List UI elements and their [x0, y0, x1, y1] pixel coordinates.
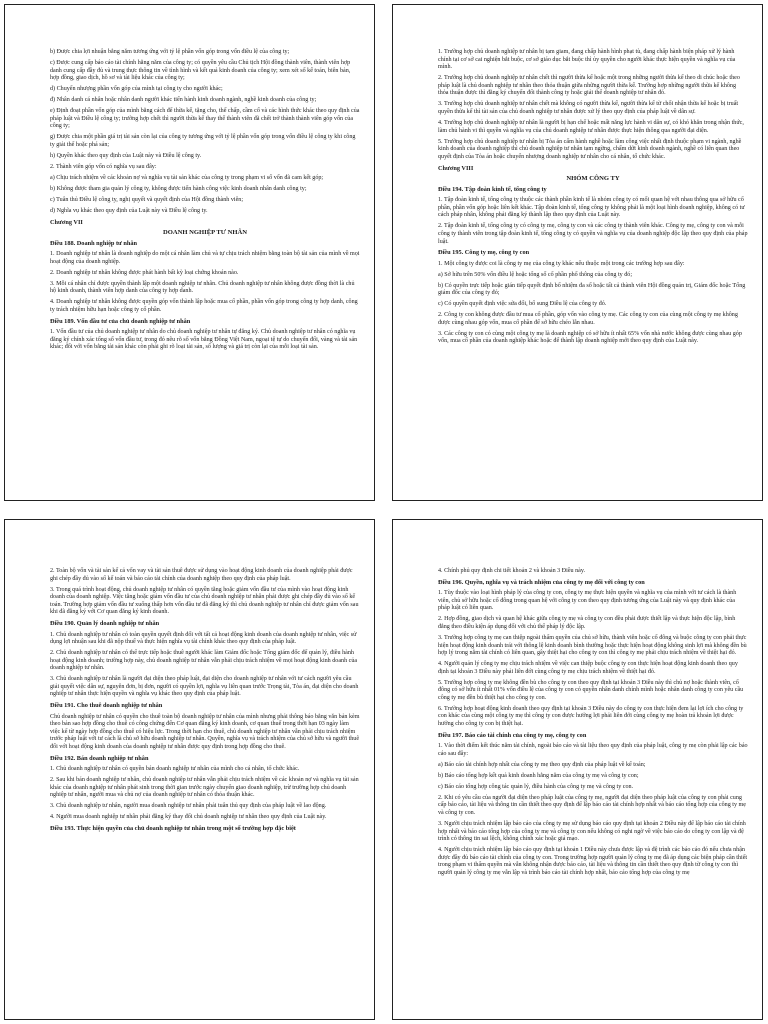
paragraph: 3. Trong quá trình hoạt động, chủ doanh nghiệp tư nhân có quyền tăng hoặc giảm vốn đầu tư của mình vào hoạt động kinh doanh của doanh nghiệp. Việc tăng hoặc giảm vốn đầu tư của chủ doanh nghiệp tư nhân phải được ghi chép đầy đủ vào sổ kế toán. Trường hợp giảm vốn đầu tư xuống thấp hơn vốn đầu tư đã đăng ký thì chủ doanh nghiệp tư nhân chỉ được giảm vốn sau khi đã đăng ký với Cơ quan đăng ký kinh doanh. — [50, 586, 359, 616]
paragraph: 3. Trường hợp công ty mẹ can thiệp ngoài thẩm quyền của chủ sở hữu, thành viên hoặc cổ đông và buộc công ty con phải thực hiện hoạt động kinh doanh trái với thông lệ kinh doanh bình thường hoặc thực hiện hoạt động không sinh lợi mà không đền bù hợp lý trong năm tài chính có liên quan, gây thiệt hại cho công ty con thì công ty mẹ phải chịu trách nhiệm về thiệt hại đó. — [438, 634, 747, 657]
paragraph: 3. Trường hợp chủ doanh nghiệp tư nhân chết mà không có người thừa kế, người thừa kế từ chối nhận thừa kế hoặc bị truất quyền thừa kế thì tài sản của chủ doanh nghiệp tư nhân được xử lý theo quy định của pháp luật về dân sự. — [438, 101, 739, 115]
article-heading: Điều 189. Vốn đầu tư của chủ doanh nghiệp tư nhân — [50, 317, 191, 325]
paragraph: c) Được cung cấp báo cáo tài chính hằng năm của công ty; có quyền yêu cầu Chủ tịch Hội đồng thành viên, thành viên hợp danh cung cấp đầy đủ và trung thực thông tin về tình hình và kết quả kinh doanh của công ty; xem xét sổ kế toán, biên bản, hợp đồng, giao dịch, hồ sơ và tài liệu khác của công ty; — [50, 59, 351, 82]
paragraph: 4. Doanh nghiệp tư nhân không được quyền góp vốn thành lập hoặc mua cổ phần, phần vốn góp trong công ty hợp danh, công ty trách nhiệm hữu hạn hoặc công ty cổ phần. — [50, 299, 358, 313]
article-heading: Điều 195. Công ty mẹ, công ty con — [438, 249, 530, 257]
paragraph: e) Định đoạt phần vốn góp của mình bằng cách để thừa kế, tặng cho, thế chấp, cầm cố và các hình thức khác theo quy định của pháp luật và Điều lệ công ty; trường hợp chết thì người thừa kế thay thế thành viên đã chết trở thành thành viên góp vốn của công ty; — [50, 108, 360, 130]
paragraph: b) Được chia lợi nhuận bằng năm tương ứng với tỷ lệ phần vốn góp trong vốn điều lệ của công ty; — [50, 49, 290, 55]
paragraph: 2. Sau khi bán doanh nghiệp tư nhân, chủ doanh nghiệp tư nhân vẫn phải chịu trách nhiệm về các khoản nợ và nghĩa vụ tài sản khác của doanh nghiệp tư nhân phát sinh trong thời gian trước ngày chuyển giao doanh nghiệp, trừ trường hợp chủ doanh nghiệp tư nhân, người mua và chủ nợ của doanh nghiệp tư nhân có thỏa thuận khác. — [50, 777, 359, 799]
paragraph: 1. Doanh nghiệp tư nhân là doanh nghiệp do một cá nhân làm chủ và tự chịu trách nhiệm bằng toàn bộ tài sản của mình về mọi hoạt động của doanh nghiệp. — [50, 251, 360, 265]
paragraph: c) Có quyền quyết định việc sửa đổi, bổ sung Điều lệ của công ty đó. — [438, 301, 607, 308]
paragraph: a) Báo cáo tài chính hợp nhất của công ty mẹ theo quy định của pháp luật về kế toán; — [438, 761, 646, 768]
paragraph: 3. Chủ doanh nghiệp tư nhân, người mua doanh nghiệp tư nhân phải tuân thủ quy định của pháp luật về lao động. — [50, 803, 327, 810]
paragraph: 1. Chủ doanh nghiệp tư nhân có quyền bán doanh nghiệp tư nhân của mình cho cá nhân, tổ chức khác. — [50, 766, 300, 773]
article-heading: Điều 192. Bán doanh nghiệp tư nhân — [50, 755, 149, 762]
paragraph: a) Chịu trách nhiệm về các khoản nợ và nghĩa vụ tài sản khác của công ty trong phạm vi số vốn đã cam kết góp; — [50, 174, 324, 181]
document-page-3 — [4, 519, 375, 1020]
paragraph: d) Chuyển nhượng phần vốn góp của mình tại công ty cho người khác; — [50, 86, 223, 93]
paragraph: 2. Tập đoàn kinh tế, tổng công ty có công ty mẹ, công ty con và các công ty thành viên khác. Công ty mẹ, công ty con và mỗi công ty thành viên trong tập đoàn kinh tế, tổng công ty có quyền và nghĩa vụ của doanh nghiệp độc lập theo quy định của pháp luật. — [438, 223, 748, 245]
paragraph: 3. Chủ doanh nghiệp tư nhân là người đại diện theo pháp luật, đại diện cho doanh nghiệp tư nhân với tư cách người yêu cầu giải quyết việc dân sự, nguyên đơn, bị đơn, người có quyền lợi, nghĩa vụ liên quan trước Trọng tài, Tòa án, đại diện cho doanh nghiệp tư nhân thực hiện quyền và nghĩa vụ khác theo quy định của pháp luật. — [50, 676, 359, 698]
paragraph: 4. Người mua doanh nghiệp tư nhân phải đăng ký thay đổi chủ doanh nghiệp tư nhân theo quy định của Luật này. — [50, 814, 327, 821]
article-heading: Điều 190. Quản lý doanh nghiệp tư nhân — [50, 620, 160, 628]
paragraph: d) Nghĩa vụ khác theo quy định của Luật này và Điều lệ công ty. — [50, 207, 208, 214]
chapter-label: Chương VII — [50, 218, 83, 226]
paragraph: 2. Trường hợp chủ doanh nghiệp tư nhân chết thì người thừa kế hoặc một trong những người thừa kế theo di chúc hoặc theo pháp luật là chủ doanh nghiệp tư nhân theo thỏa thuận giữa những người thừa kế. Trường hợp những người thừa kế không thỏa thuận được thì đăng ký chuyển đổi thành công ty hoặc giải thể doanh nghiệp tư nhân đó. — [438, 75, 740, 97]
chapter-title: DOANH NGHIỆP TƯ NHÂN — [162, 228, 248, 236]
paragraph: 5. Trường hợp chủ doanh nghiệp tư nhân bị Tòa án cấm hành nghề hoặc làm công việc nhất định thuộc phạm vi ngành, nghề kinh doanh của doanh nghiệp thì chủ doanh nghiệp tư nhân tạm ngừng, chấm dứt kinh doanh ngành, nghề có liên quan theo quyết định của Tòa án hoặc chuyển nhượng doanh nghiệp tư nhân cho cá nhân, tổ chức khác. — [438, 138, 742, 160]
paragraph: a) Sở hữu trên 50% vốn điều lệ hoặc tổng số cổ phần phổ thông của công ty đó; — [438, 271, 633, 278]
paragraph: c) Tuân thủ Điều lệ công ty, nghị quyết và quyết định của Hội đồng thành viên; — [50, 196, 244, 203]
document-page-2 — [392, 4, 763, 501]
paragraph: 2. Doanh nghiệp tư nhân không được phát hành bất kỳ loại chứng khoán nào. — [50, 269, 239, 276]
paragraph: 5. Trường hợp công ty mẹ không đền bù cho công ty con theo quy định tại khoản 3 Điều này thì chủ nợ hoặc thành viên, cổ đông có sở hữu ít nhất 01% vốn điều lệ của công ty con có quyền nhân danh chính mình hoặc nhân danh công ty con yêu cầu công ty mẹ đền bù thiệt hại cho công ty con. — [438, 679, 744, 701]
article-heading: Điều 191. Cho thuê doanh nghiệp tư nhân — [50, 702, 163, 710]
paragraph: 6. Trường hợp hoạt động kinh doanh theo quy định tại khoản 3 Điều này do công ty con thực hiện đem lại lợi ích cho công ty con khác của cùng một công ty mẹ thì công ty con được hưởng lợi phải liên đới cùng công ty mẹ hoàn trả khoản lợi được hưởng cho công ty con bị thiệt hại. — [438, 705, 744, 728]
paragraph: 2. Thành viên góp vốn có nghĩa vụ sau đây: — [50, 163, 157, 170]
paragraph: 2. Công ty con không được đầu tư mua cổ phần, góp vốn vào công ty mẹ. Các công ty con của cùng một công ty mẹ không được cùng nhau góp vốn, mua cổ phần để sở hữu chéo lẫn nhau. — [438, 312, 738, 326]
paragraph: 1. Trường hợp chủ doanh nghiệp tư nhân bị tạm giam, đang chấp hành hình phạt tù, đang chấp hành biện pháp xử lý hành chính tại cơ sở cai nghiện bắt buộc, cơ sở giáo dục bắt buộc thì ủy quyền cho người khác thực hiện quyền và nghĩa vụ của mình. — [438, 49, 736, 71]
paragraph: b) Không được tham gia quản lý công ty, không được tiến hành công việc kinh doanh nhân danh công ty; — [50, 185, 307, 192]
paragraph: 1. Vốn đầu tư của chủ doanh nghiệp tư nhân do chủ doanh nghiệp tư nhân tự đăng ký. Chủ doanh nghiệp tư nhân có nghĩa vụ đăng ký chính xác tổng số vốn đầu tư, trong đó nêu rõ số vốn bằng Đồng Việt Nam, ngoại tệ tự do chuyển đổi, vàng và tài sản khác; đối với vốn bằng tài sản khác còn phải ghi rõ loại tài sản, số lượng và giá trị còn lại của mỗi loại tài sản. — [50, 329, 358, 351]
paragraph: đ) Nhân danh cá nhân hoặc nhân danh người khác tiến hành kinh doanh ngành, nghề kinh doanh của công ty; — [50, 97, 317, 104]
chapter-label: Chương VIII — [438, 164, 474, 172]
paragraph: Chủ doanh nghiệp tư nhân có quyền cho thuê toàn bộ doanh nghiệp tư nhân của mình nhưng phải thông báo bằng văn bản kèm theo bản sao hợp đồng cho thuê có công chứng đến Cơ quan đăng ký kinh doanh, cơ quan thuế trong thời hạn 03 ngày làm việc kể từ ngày hợp đồng cho thuê có hiệu lực. Trong thời hạn cho thuê, chủ doanh nghiệp tư nhân vẫn phải chịu trách nhiệm trước pháp luật với tư cách là chủ sở hữu doanh nghiệp tư nhân. Quyền, nghĩa vụ và trách nhiệm của chủ sở hữu và người thuê đối với hoạt động kinh doanh của doanh nghiệp tư nhân được quy định trong hợp đồng cho thuê. — [50, 713, 360, 751]
paragraph: 2. Khi có yêu cầu của người đại diện theo pháp luật của công ty mẹ, người đại diện theo pháp luật của công ty con phải cung cấp báo cáo, tài liệu và thông tin cần thiết theo quy định để lập báo cáo tài chính hợp nhất và báo cáo tổng hợp của công ty mẹ và công ty con. — [438, 794, 746, 816]
paragraph: 1. Tùy thuộc vào loại hình pháp lý của công ty con, công ty mẹ thực hiện quyền và nghĩa vụ của mình với tư cách là thành viên, chủ sở hữu hoặc cổ đông trong quan hệ với công ty con theo quy định tương ứng của Luật này và quy định khác của pháp luật có liên quan. — [438, 590, 737, 612]
paragraph: 4. Chính phủ quy định chi tiết khoản 2 và khoản 3 Điều này. — [438, 568, 586, 574]
article-heading: Điều 194. Tập đoàn kinh tế, tổng công ty — [438, 185, 547, 193]
paragraph: b) Có quyền trực tiếp hoặc gián tiếp quyết định bổ nhiệm đa số hoặc tất cả thành viên Hội đồng quản trị, Giám đốc hoặc Tổng giám đốc của công ty đó; — [438, 282, 746, 297]
paragraph: 1. Tập đoàn kinh tế, tổng công ty thuộc các thành phần kinh tế là nhóm công ty có mối quan hệ với nhau thông qua sở hữu cổ phần, phần vốn góp hoặc liên kết khác. Tập đoàn kinh tế, tổng công ty không phải là một loại hình doanh nghiệp, không có tư cách pháp nhân, không phải đăng ký thành lập theo quy định của Luật này. — [438, 197, 745, 219]
paragraph: 3. Mỗi cá nhân chỉ được quyền thành lập một doanh nghiệp tư nhân. Chủ doanh nghiệp tư nhân không được đồng thời là chủ hộ kinh doanh, thành viên hợp danh của công ty hợp danh. — [50, 280, 355, 295]
paragraph: 3. Người chịu trách nhiệm lập báo cáo của công ty mẹ sử dụng báo cáo quy định tại khoản 2 Điều này để lập báo cáo tài chính hợp nhất và báo cáo tổng hợp của công ty mẹ và công ty con nếu không có nghi ngờ về việc báo cáo do công ty con lập và đệ trình có thông tin sai lệch, không chính xác hoặc giả mạo. — [438, 820, 746, 843]
paragraph: 4. Người quản lý công ty mẹ chịu trách nhiệm về việc can thiệp buộc công ty con thực hiện hoạt động kinh doanh theo quy định tại khoản 3 Điều này phải liên đới cùng công ty mẹ chịu trách nhiệm về thiệt hại đó. — [438, 661, 738, 675]
paragraph: b) Báo cáo tổng hợp kết quả kinh doanh hằng năm của công ty mẹ và công ty con; — [438, 772, 639, 779]
document-page-4 — [392, 519, 763, 1020]
paragraph: 1. Vào thời điểm kết thúc năm tài chính, ngoài báo cáo và tài liệu theo quy định của pháp luật, công ty mẹ còn phải lập các báo cáo sau đây: — [438, 743, 748, 757]
paragraph: 1. Một công ty được coi là công ty mẹ của công ty khác nếu thuộc một trong các trường hợp sau đây: — [438, 260, 685, 267]
paragraph: h) Quyền khác theo quy định của Luật này và Điều lệ công ty. — [50, 152, 202, 159]
article-heading: Điều 193. Thực hiện quyền của chủ doanh nghiệp tư nhân trong một số trường hợp đặc biệt — [50, 825, 296, 833]
article-heading: Điều 196. Quyền, nghĩa vụ và trách nhiệm của công ty mẹ đối với công ty con — [438, 578, 645, 586]
chapter-title: NHÓM CÔNG TY — [566, 174, 620, 182]
article-heading: Điều 188. Doanh nghiệp tư nhân — [50, 240, 138, 248]
paragraph: g) Được chia một phần giá trị tài sản còn lại của công ty tương ứng với tỷ lệ phần vốn góp trong vốn điều lệ công ty khi công ty giải thể hoặc phá sản; — [50, 134, 356, 148]
paragraph: 4. Người chịu trách nhiệm lập báo cáo quy định tại khoản 1 Điều này chưa được lập và đệ trình các báo cáo đó nếu chưa nhận được đầy đủ báo cáo tài chính của công ty con. Trong trường hợp người quản lý công ty mẹ đã áp dụng các biện pháp cần thiết trong phạm vi thẩm quyền mà vẫn không nhận được báo cáo, tài liệu và thông tin cần thiết theo quy định từ công ty con thì người quản lý công ty mẹ vẫn lập và trình báo cáo tài chính hợp nhất, báo cáo tổng hợp của công ty mẹ — [438, 847, 748, 876]
document-page-1 — [4, 4, 375, 501]
paragraph: 4. Trường hợp chủ doanh nghiệp tư nhân là người bị hạn chế hoặc mất năng lực hành vi dân sự, có khó khăn trong nhận thức, làm chủ hành vi thì quyền và nghĩa vụ của chủ doanh nghiệp tư nhân được thực hiện thông qua người đại diện. — [438, 119, 744, 134]
article-heading: Điều 197. Báo cáo tài chính của công ty mẹ, công ty con — [438, 732, 587, 740]
paragraph: 2. Chủ doanh nghiệp tư nhân có thể trực tiếp hoặc thuê người khác làm Giám đốc hoặc Tổng giám đốc để quản lý, điều hành hoạt động kinh doanh; trường hợp này, chủ doanh nghiệp tư nhân vẫn phải chịu trách nhiệm về mọi hoạt động kinh doanh của doanh nghiệp tư nhân. — [50, 650, 358, 672]
paragraph: 2. Toàn bộ vốn và tài sản kể cả vốn vay và tài sản thuê được sử dụng vào hoạt động kinh doanh của doanh nghiệp phải được ghi chép đầy đủ vào sổ kế toán và báo cáo tài chính của doanh nghiệp theo quy định của pháp luật. — [50, 568, 353, 582]
paragraph: 1. Chủ doanh nghiệp tư nhân có toàn quyền quyết định đối với tất cả hoạt động kinh doanh của doanh nghiệp tư nhân, việc sử dụng lợi nhuận sau khi đã nộp thuế và thực hiện nghĩa vụ tài chính khác theo quy định của pháp luật. — [50, 631, 357, 646]
paragraph: 2. Hợp đồng, giao dịch và quan hệ khác giữa công ty mẹ và công ty con đều phải được thiết lập và thực hiện độc lập, bình đẳng theo điều kiện áp dụng đối với chủ thể pháp lý độc lập. — [438, 616, 736, 630]
paragraph: 3. Các công ty con có cùng một công ty mẹ là doanh nghiệp có sở hữu ít nhất 65% vốn nhà nước không được cùng nhau góp vốn, mua cổ phần của doanh nghiệp khác hoặc để thành lập doanh nghiệp mới theo quy định của Luật này. — [438, 330, 742, 345]
paragraph: c) Báo cáo tổng hợp công tác quản lý, điều hành của công ty mẹ và công ty con. — [438, 783, 634, 790]
